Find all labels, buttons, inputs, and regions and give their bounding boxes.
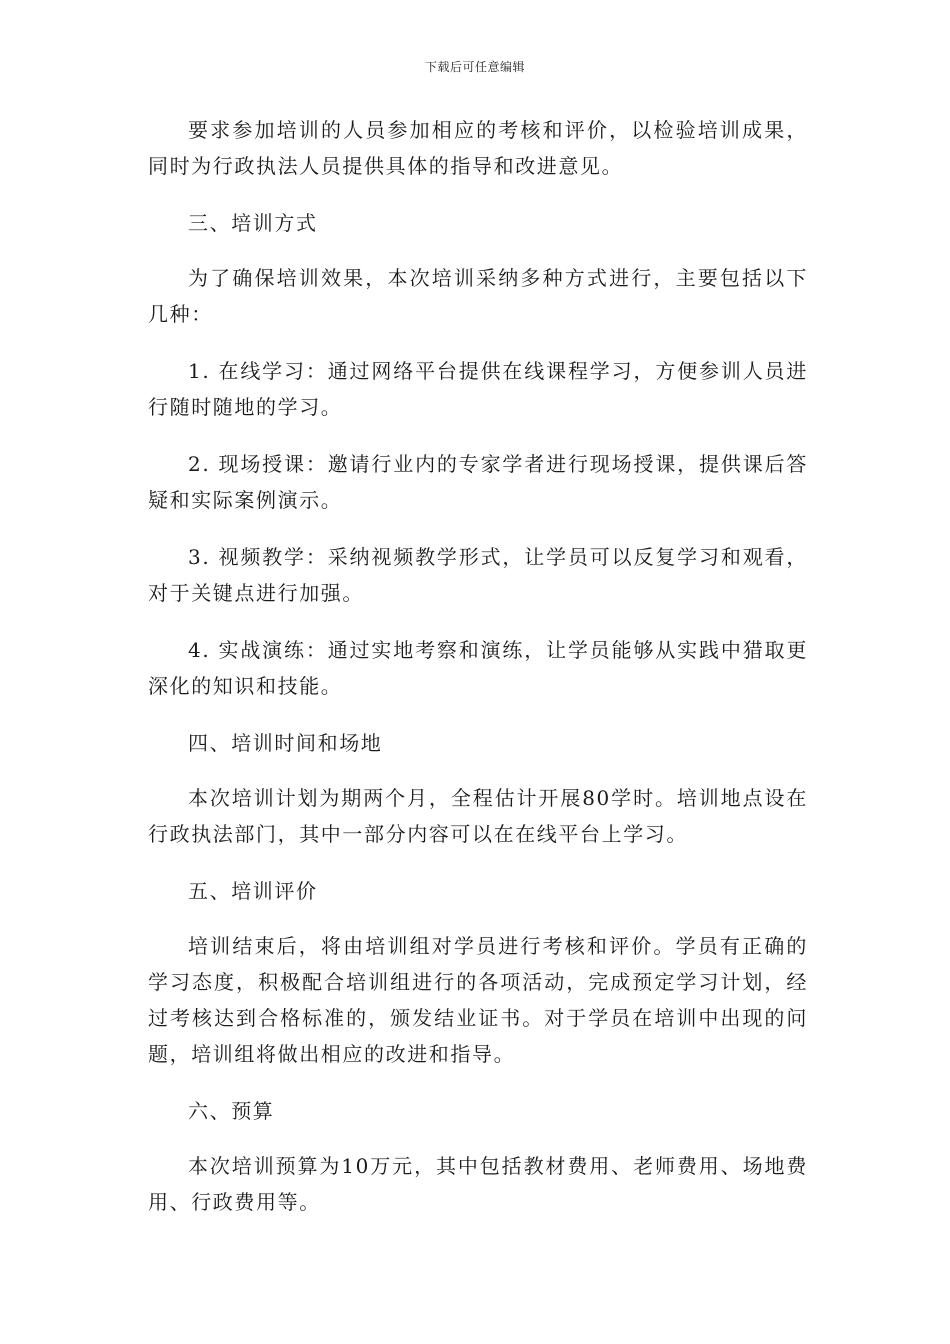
list-item-practical-drill: 4. 实战演练：通过实地考察和演练，让学员能够从实践中猎取更深化的知识和技能。 bbox=[148, 638, 808, 698]
paragraph-methods-intro: 为了确保培训效果，本次培训采纳多种方式进行，主要包括以下几种： bbox=[148, 266, 808, 326]
paragraph-assessment: 要求参加培训的人员参加相应的考核和评价，以检验培训成果，同时为行政执法人员提供具体的指导和改进意见。 bbox=[148, 118, 808, 178]
section-heading-training-methods: 三、培训方式 bbox=[188, 211, 318, 235]
list-item-video-teaching: 3. 视频教学：采纳视频教学形式，让学员可以反复学习和观看，对于关键点进行加强。 bbox=[148, 545, 808, 605]
document-body bbox=[148, 112, 808, 1241]
section-heading-time-venue: 四、培训时间和场地 bbox=[188, 731, 383, 755]
paragraph-budget: 本次培训预算为10万元，其中包括教材费用、老师费用、场地费用、行政费用等。 bbox=[148, 1154, 808, 1214]
section-heading-evaluation: 五、培训评价 bbox=[188, 879, 318, 903]
paragraph-evaluation: 培训结束后，将由培训组对学员进行考核和评价。学员有正确的学习态度，积极配合培训组进行的各项活动，完成预定学习计划，经过考核达到合格标准的，颁发结业证书。对于学员在培训中出现的问题，培训组将做出相应的改进和指导。 bbox=[148, 934, 808, 1066]
list-item-onsite-lecture: 2. 现场授课：邀请行业内的专家学者进行现场授课，提供课后答疑和实际案例演示。 bbox=[148, 452, 808, 512]
list-item-online-learning: 1. 在线学习：通过网络平台提供在线课程学习，方便参训人员进行随时随地的学习。 bbox=[148, 359, 808, 419]
paragraph-time-venue: 本次培训计划为期两个月，全程估计开展80学时。培训地点设在行政执法部门，其中一部分内容可以在在线平台上学习。 bbox=[148, 786, 808, 846]
page-header-note: 下载后可任意编辑 bbox=[424, 60, 525, 74]
section-heading-budget: 六、预算 bbox=[188, 1099, 275, 1123]
